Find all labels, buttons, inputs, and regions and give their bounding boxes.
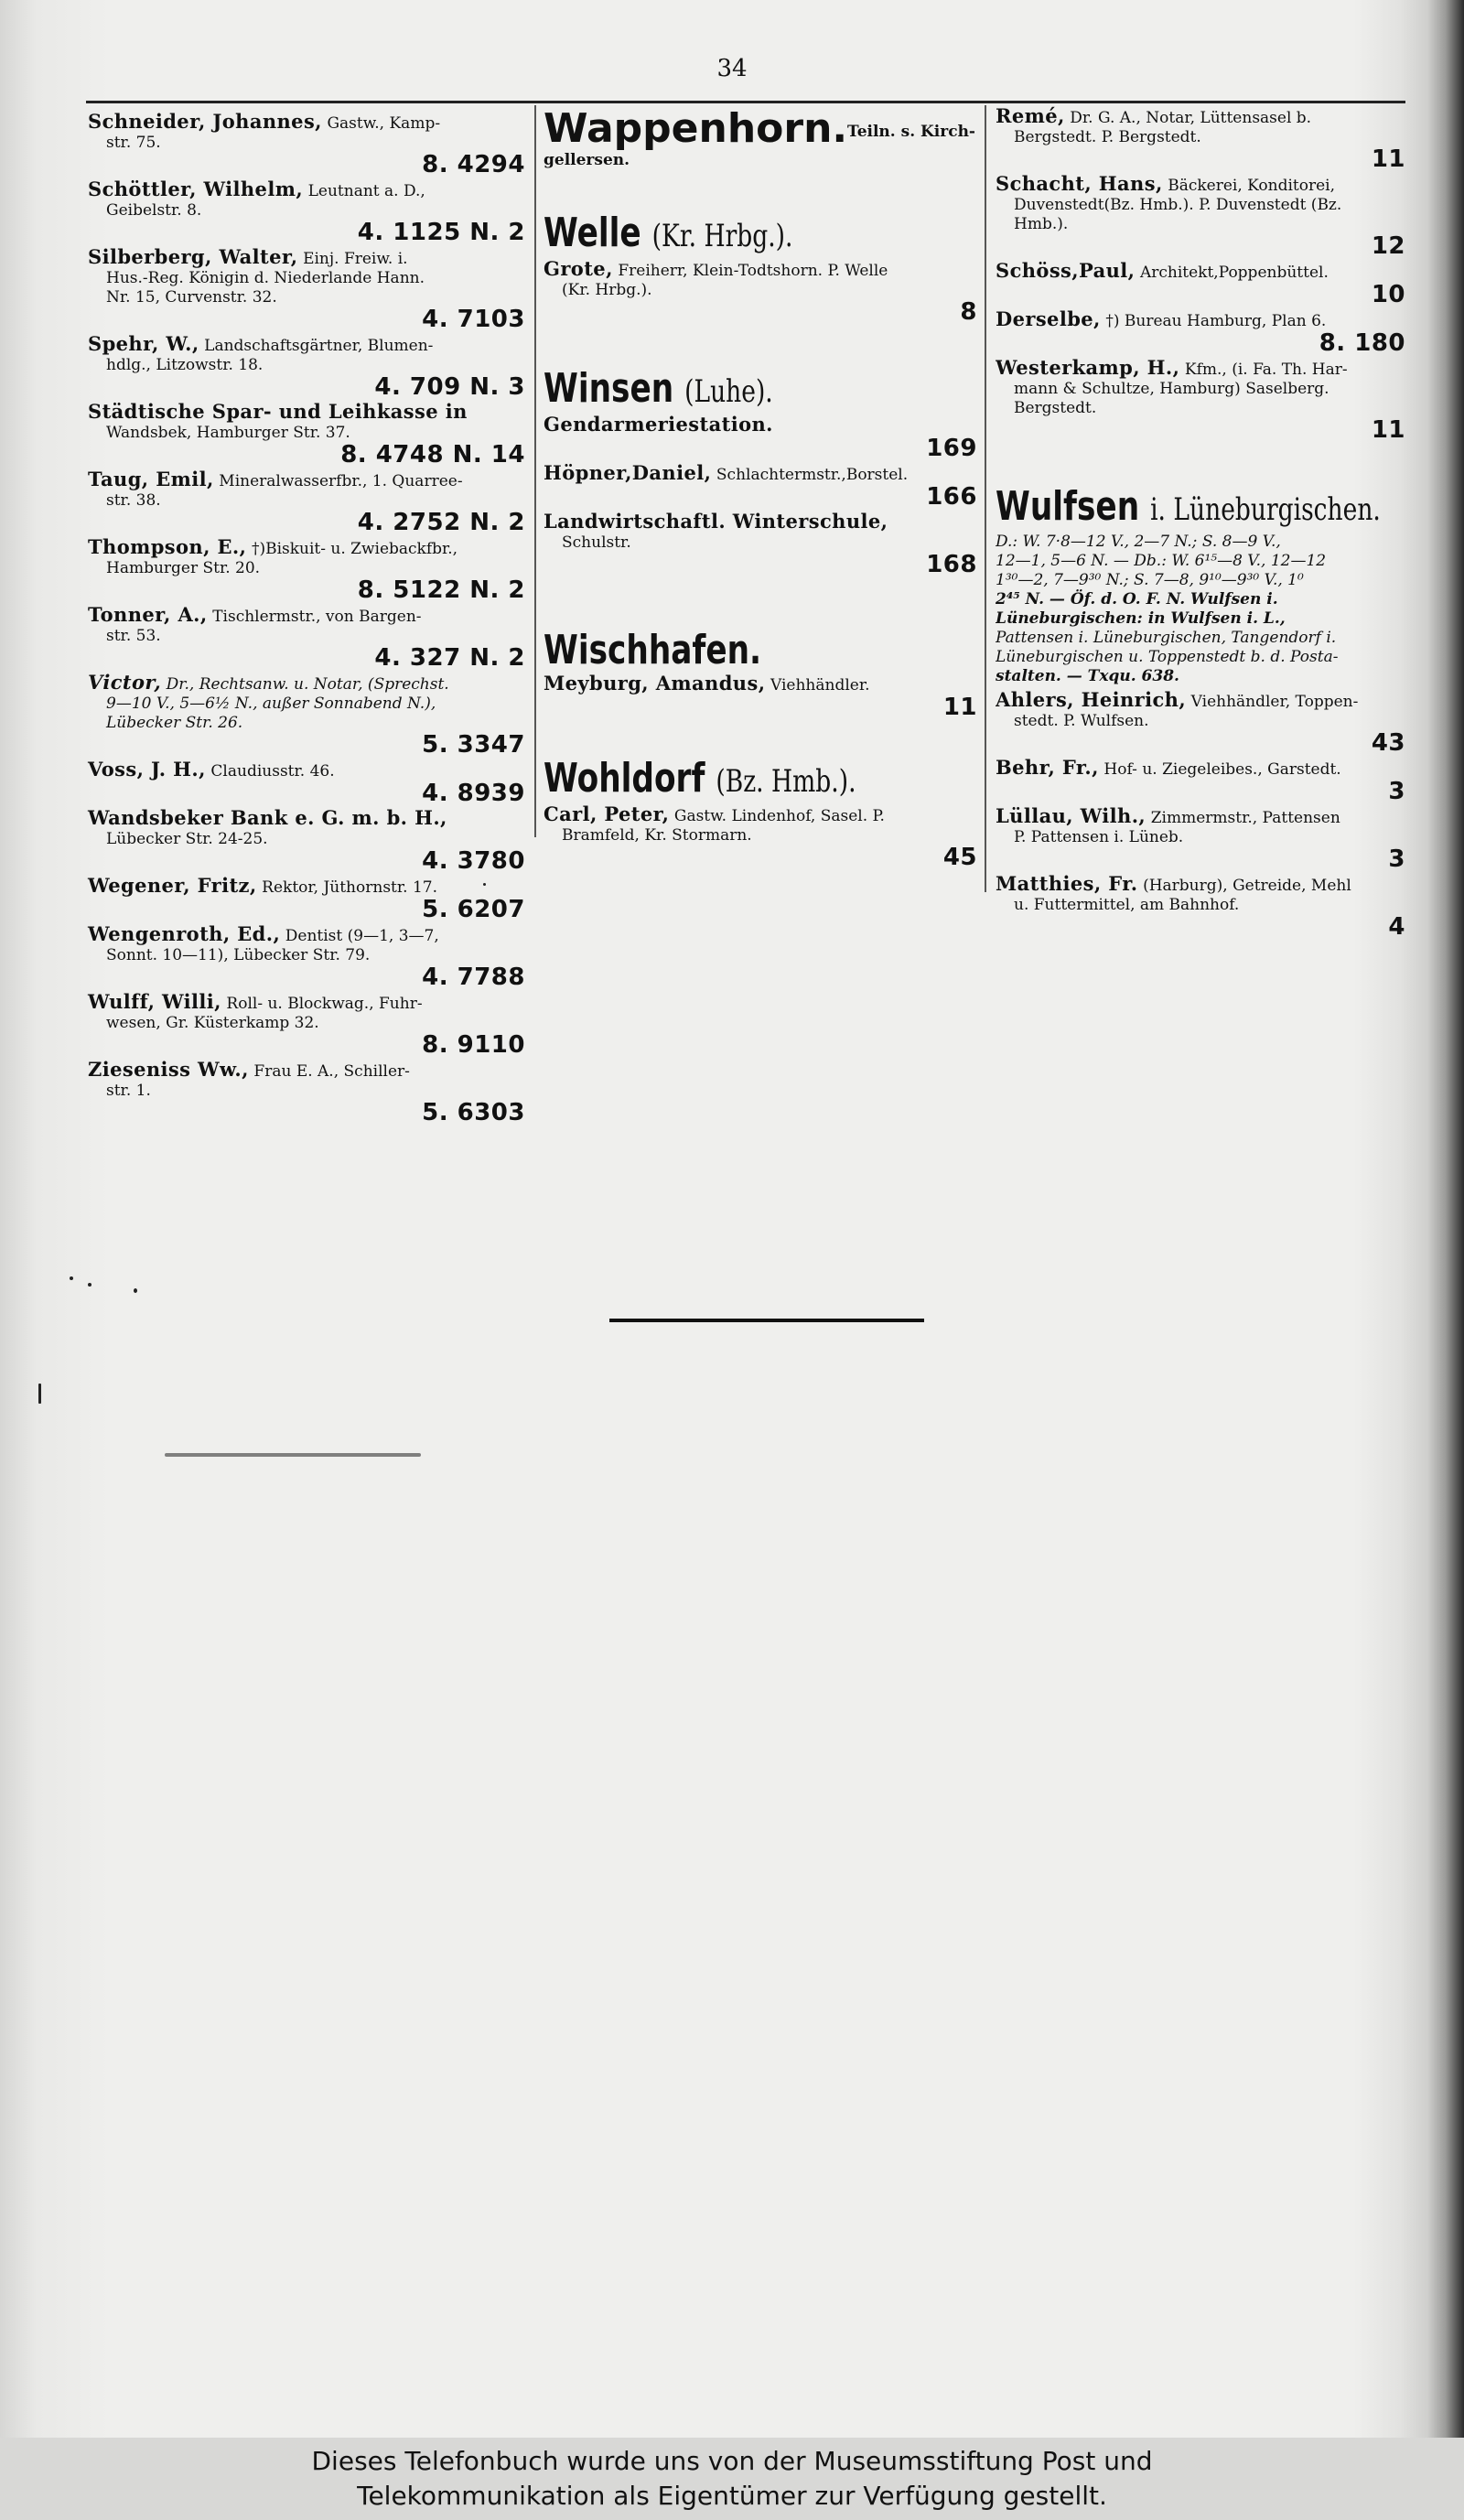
place-note: Teiln. s. Kirch-: [847, 123, 975, 141]
listing-address: P. Pattensen i. Lüneb.: [1014, 828, 1184, 846]
opening-hours-line: 12—1, 5—6 N. — Db.: W. 6¹⁵—8 V., 12—12: [996, 552, 1327, 570]
phone-number: 12: [1371, 232, 1405, 260]
listing-entry: [996, 758, 1405, 803]
place-heading: Winsen: [544, 365, 674, 412]
place-subheading: (Bz. Hmb.).: [716, 763, 856, 800]
listing-description: Frau E. A., Schiller-: [253, 1062, 410, 1081]
listing-entry: [88, 808, 525, 873]
print-speck: [165, 1453, 421, 1457]
column-separator-1: [534, 105, 536, 837]
listing-entry: [996, 874, 1405, 939]
opening-hours-line: Pattensen i. Lüneburgischen, Tangendorf i.: [996, 629, 1337, 647]
section-wischhafen: [544, 628, 977, 719]
phone-number: 8. 9110: [422, 1031, 525, 1059]
phone-number: 4. 7788: [422, 964, 525, 991]
listing-description: Architekt,Poppenbüttel.: [1139, 264, 1329, 282]
listing-name: Derselbe,: [996, 307, 1101, 330]
listing-address: str. 75.: [106, 134, 161, 152]
phone-number: 4. 2752 N. 2: [357, 509, 525, 536]
listing-address: stedt. P. Wulfsen.: [1014, 712, 1149, 730]
listing-entry: [88, 605, 525, 670]
print-speck: [88, 1283, 92, 1287]
phone-number: 5. 6303: [422, 1099, 525, 1126]
listing-entry: [88, 924, 525, 989]
listing-name: Landwirtschaftl. Winterschule,: [544, 510, 888, 533]
listing-address: u. Futtermittel, am Bahnhof.: [1014, 896, 1240, 914]
listing-name: Wandsbeker Bank e. G. m. b. H.,: [88, 806, 447, 829]
listing-address: Bramfeld, Kr. Stormarn.: [562, 826, 752, 845]
listing-description: Viehhändler, Toppen-: [1190, 693, 1359, 711]
section-wulfsen: [996, 484, 1405, 939]
place-heading: Wohldorf: [544, 755, 705, 802]
listing-address: Hus.-Reg. Königin d. Niederlande Hann.: [106, 269, 425, 287]
listing-description: Roll- u. Blockwag., Fuhr-: [226, 995, 423, 1013]
listing-description: (Harburg), Getreide, Mehl: [1143, 877, 1351, 895]
phone-number: 169: [926, 435, 977, 462]
header-rule: [86, 101, 1405, 103]
listing-name: Victor,: [88, 671, 162, 694]
listing-entry: [88, 876, 525, 921]
listing-address: Geibelstr. 8.: [106, 201, 202, 220]
listing-name: Behr, Fr.,: [996, 756, 1099, 779]
opening-hours-line: Lüneburgischen: in Wulfsen i. L.,: [996, 609, 1286, 628]
footer-line-1: Dieses Telefonbuch wurde uns von der Museumsstiftung Post und: [311, 2446, 1153, 2476]
listing-name: Remé,: [996, 106, 1065, 127]
place-subheading: (Luhe).: [684, 373, 773, 410]
listing-name: Städtische Spar- und Leihkasse in: [88, 400, 468, 423]
column-2: [544, 106, 977, 872]
listing-name: Wulff, Willi,: [88, 990, 221, 1013]
print-speck: [38, 1384, 41, 1404]
phone-number: 4. 3780: [422, 847, 525, 875]
listing-entry: [996, 174, 1405, 258]
listing-address: Hmb.).: [1014, 215, 1069, 233]
listing-description: †) Bureau Hamburg, Plan 6.: [1105, 312, 1327, 330]
listing-address: Bergstedt.: [1014, 399, 1097, 417]
listing-address: Schulstr.: [562, 533, 631, 552]
phone-number: 3: [1388, 845, 1405, 873]
section-winsen: [544, 366, 977, 576]
listing-description: Tischlermstr., von Bargen-: [212, 608, 422, 626]
listing-entry: [88, 112, 525, 177]
place-subheading: (Kr. Hrbg.).: [651, 218, 793, 254]
opening-hours-line: 1³⁰—2, 7—9³⁰ N.; S. 7—8, 9¹⁰—9³⁰ V., 1⁰: [996, 571, 1304, 589]
phone-number: 8. 4294: [422, 151, 525, 178]
listing-address: Lübecker Str. 26.: [106, 714, 243, 732]
place-heading: Wischhafen.: [544, 627, 762, 673]
listing-name: Gendarmeriestation.: [544, 413, 773, 436]
opening-hours-line: stalten. — Txqu. 638.: [996, 667, 1179, 685]
listing-entry: [88, 402, 525, 467]
listing-description: Hof- u. Ziegeleibes., Garstedt.: [1103, 760, 1341, 779]
listing-description: Schlachtermstr.,Borstel.: [716, 466, 909, 484]
phone-number: 11: [942, 694, 977, 721]
print-speck: [70, 1276, 73, 1280]
listing-name: Silberberg, Walter,: [88, 245, 298, 268]
listing-address: wesen, Gr. Küsterkamp 32.: [106, 1014, 319, 1032]
listing-name: Voss, J. H.,: [88, 758, 206, 781]
listing-entry: [544, 512, 977, 576]
listing-description: Kfm., (i. Fa. Th. Har-: [1184, 361, 1348, 379]
phone-number: 168: [926, 551, 977, 578]
listing-name: Lüllau, Wilh.,: [996, 804, 1146, 827]
listing-description: Gastw., Kamp-: [327, 114, 441, 133]
listing-address: Wandsbek, Hamburger Str. 37.: [106, 424, 350, 442]
listing-entry: [88, 673, 525, 757]
listing-name: Schöss,Paul,: [996, 259, 1136, 282]
listing-description: Dentist (9—1, 3—7,: [285, 927, 439, 945]
page-number: 34: [716, 55, 748, 82]
column-3: [996, 106, 1405, 942]
listing-entry: [88, 537, 525, 602]
phone-number: 11: [1371, 145, 1405, 173]
footer-line-2: Telekommunikation als Eigentümer zur Verfügung gestellt.: [357, 2481, 1107, 2511]
listing-address: Duvenstedt(Bz. Hmb.). P. Duvenstedt (Bz.: [1014, 196, 1342, 214]
place-subheading: i. Lüneburgischen.: [1150, 491, 1381, 528]
listing-name: Westerkamp, H.,: [996, 356, 1180, 379]
listing-name: Schacht, Hans,: [996, 172, 1163, 195]
listing-name: Höpner,Daniel,: [544, 461, 712, 484]
listing-entry: [544, 673, 977, 719]
section-wohldorf: [544, 756, 977, 869]
phone-number: 8: [960, 298, 977, 326]
listing-entry: [88, 759, 525, 805]
listing-entry: [544, 259, 977, 324]
footer-notice: [0, 2438, 1464, 2520]
place-heading: Wulfsen: [996, 483, 1140, 530]
listing-description: Rektor, Jüthornstr. 17.: [262, 878, 437, 897]
listing-entry: [996, 106, 1405, 171]
listing-name: Wengenroth, Ed.,: [88, 922, 281, 945]
opening-hours-line: 2⁴⁵ N. — Öf. d. O. F. N. Wulfsen i.: [996, 590, 1278, 608]
listing-address: Bergstedt. P. Bergstedt.: [1014, 128, 1201, 146]
listing-entry: [996, 309, 1405, 355]
phone-number: 8. 5122 N. 2: [357, 576, 525, 604]
phone-number: 11: [1371, 416, 1405, 444]
listing-entry: [88, 992, 525, 1057]
listing-description: Bäckerei, Konditorei,: [1168, 177, 1336, 195]
phone-number: 4. 709 N. 3: [374, 373, 525, 401]
phone-number: 8. 4748 N. 14: [340, 441, 525, 468]
listing-address: Lübecker Str. 24-25.: [106, 830, 268, 848]
phone-number: 8. 180: [1319, 329, 1405, 357]
listing-entry: [544, 415, 977, 460]
listing-description: †)Biskuit- u. Zwiebackfbr.,: [251, 540, 458, 558]
phone-number: 3: [1388, 778, 1405, 805]
place-heading: Welle: [544, 210, 641, 256]
listing-description: Freiherr, Klein-Todtshorn. P. Welle: [618, 262, 888, 280]
listing-name: Matthies, Fr.: [996, 872, 1138, 895]
listing-description: Einj. Freiw. i.: [303, 250, 408, 268]
phone-number: 4. 7103: [422, 306, 525, 333]
listing-name: Schneider, Johannes,: [88, 110, 322, 133]
listing-address: str. 1.: [106, 1082, 151, 1100]
phone-number: 43: [1371, 729, 1405, 757]
print-speck: [134, 1288, 137, 1293]
listing-entry: [88, 1060, 525, 1125]
place-heading: Wappenhorn.: [544, 105, 848, 152]
phone-number: 45: [942, 844, 977, 871]
listing-name: Zieseniss Ww.,: [88, 1058, 249, 1081]
listing-entry: [996, 261, 1405, 307]
listing-description: Gastw. Lindenhof, Sasel. P.: [673, 807, 885, 825]
listing-address: (Kr. Hrbg.).: [562, 281, 652, 299]
column-separator-2: [985, 105, 986, 892]
phone-number: 4. 327 N. 2: [374, 644, 525, 672]
listing-description: Mineralwasserfbr., 1. Quarree-: [219, 472, 463, 490]
place-note-cont: gellersen.: [544, 151, 630, 169]
phone-number: 10: [1371, 281, 1405, 308]
phone-number: 5. 3347: [422, 731, 525, 759]
listing-name: Ahlers, Heinrich,: [996, 688, 1187, 711]
column-1: [88, 112, 525, 1127]
section-welle: [544, 210, 977, 324]
phone-number: 4: [1388, 913, 1405, 941]
listing-name: Meyburg, Amandus,: [544, 672, 766, 695]
listing-name: Carl, Peter,: [544, 802, 670, 825]
listing-address: 9—10 V., 5—6½ N., außer Sonnabend N.),: [106, 695, 436, 713]
listing-description: Viehhändler.: [770, 676, 870, 695]
phone-number: 5. 6207: [422, 896, 525, 923]
listing-name: Grote,: [544, 257, 613, 280]
opening-hours-line: D.: W. 7·8—12 V., 2—7 N.; S. 8—9 V.,: [996, 533, 1281, 551]
listing-entry: [544, 804, 977, 869]
listing-address: Nr. 15, Curvenstr. 32.: [106, 288, 277, 307]
listing-address: hdlg., Litzowstr. 18.: [106, 356, 264, 374]
listing-name: Thompson, E.,: [88, 535, 247, 558]
listing-name: Taug, Emil,: [88, 468, 214, 490]
listing-address: str. 53.: [106, 627, 161, 645]
listing-address: mann & Schultze, Hamburg) Saselberg.: [1014, 380, 1329, 398]
listing-entry: [88, 334, 525, 399]
listing-address: Sonnt. 10—11), Lübecker Str. 79.: [106, 946, 371, 964]
listing-name: Wegener, Fritz,: [88, 874, 257, 897]
phone-number: 166: [926, 483, 977, 511]
listing-address: Hamburger Str. 20.: [106, 559, 261, 577]
listing-entry: [88, 179, 525, 244]
listing-entry: [996, 358, 1405, 442]
listing-entry: [996, 806, 1405, 871]
listing-name: Spehr, W.,: [88, 332, 199, 355]
listing-description: Claudiusstr. 46.: [210, 762, 335, 781]
listing-entry: [88, 469, 525, 534]
listing-description: Dr., Rechtsanw. u. Notar, (Sprechst.: [166, 675, 449, 694]
listing-description: Dr. G. A., Notar, Lüttensasel b.: [1070, 109, 1312, 127]
opening-hours: [996, 533, 1405, 686]
phone-number: 4. 8939: [422, 780, 525, 807]
listing-address: str. 38.: [106, 491, 161, 510]
listing-description: Landschaftsgärtner, Blumen-: [204, 337, 434, 355]
listing-description: Zimmermstr., Pattensen: [1150, 809, 1340, 827]
section-end-rule: [609, 1319, 924, 1322]
listing-entry: [996, 690, 1405, 755]
print-speck: [483, 883, 486, 886]
phone-number: 4. 1125 N. 2: [357, 219, 525, 246]
listing-entry: [544, 463, 977, 509]
opening-hours-line: Lüneburgischen u. Toppenstedt b. d. Posta-: [996, 648, 1339, 666]
section-wappenhorn: [544, 106, 977, 168]
listing-name: Tonner, A.,: [88, 603, 208, 626]
listing-name: Schöttler, Wilhelm,: [88, 178, 304, 200]
listing-entry: [88, 247, 525, 331]
listing-description: Leutnant a. D.,: [307, 182, 425, 200]
